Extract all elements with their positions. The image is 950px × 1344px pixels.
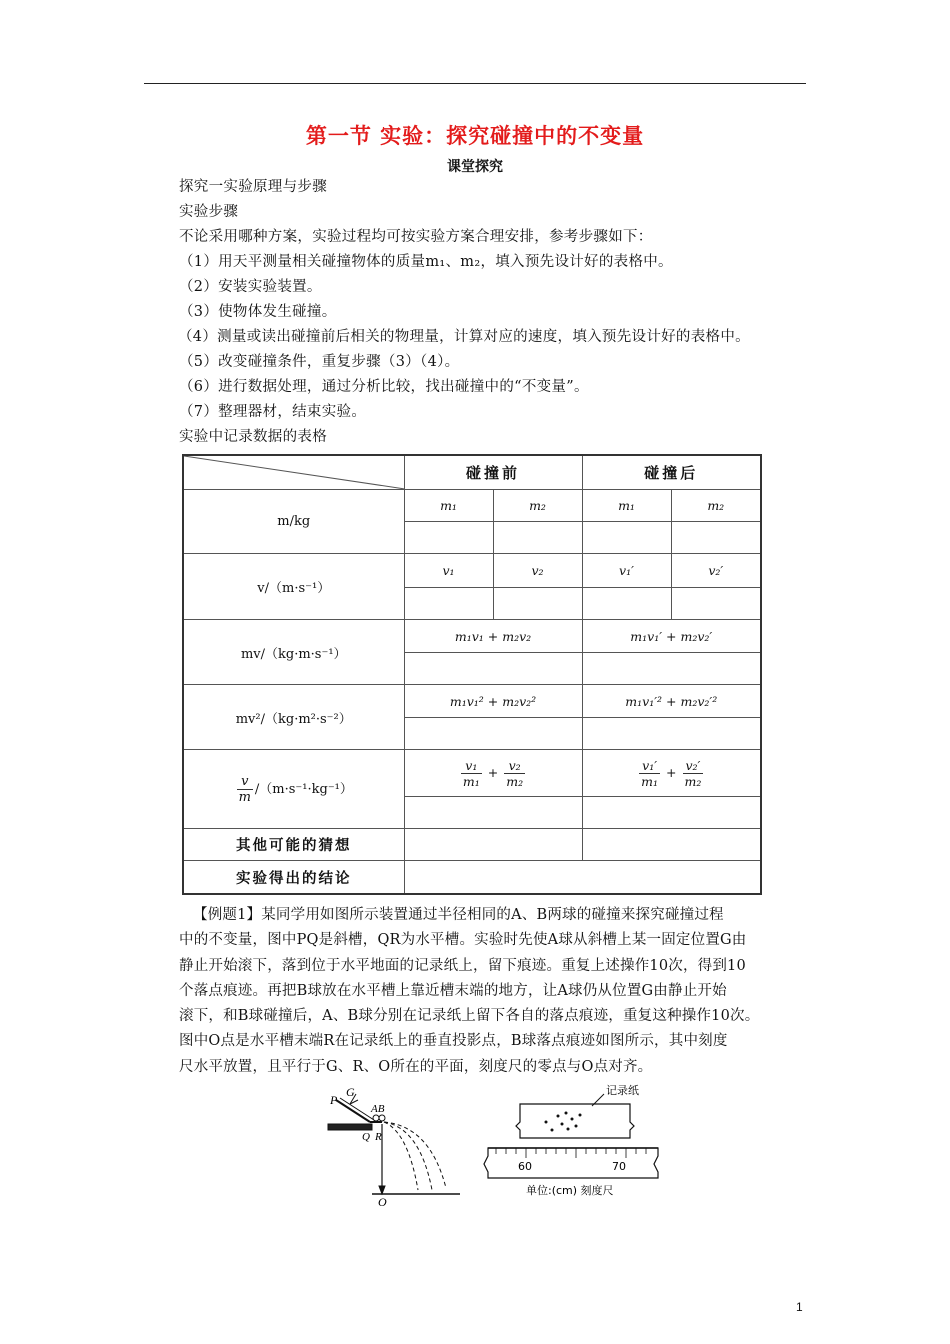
ruler-ticks bbox=[496, 1148, 646, 1158]
blank-cell bbox=[582, 718, 761, 750]
cell-v2-before: v₂ bbox=[493, 554, 582, 588]
cell-v2-after: v₂′ bbox=[671, 554, 761, 588]
blank-cell bbox=[404, 588, 493, 620]
ruler bbox=[484, 1148, 658, 1178]
row-label-v-over-m bbox=[183, 750, 404, 829]
blank-cell bbox=[404, 829, 582, 861]
step-2: （2）安装实验装置。 bbox=[179, 279, 322, 295]
blank-cell bbox=[582, 797, 761, 829]
cell-vm-after bbox=[582, 750, 761, 797]
frac-denominator: m₁ bbox=[641, 773, 659, 789]
blank-cell bbox=[671, 588, 761, 620]
landing-dots bbox=[545, 1112, 582, 1132]
example-line: 图中O点是水平槽末端R在记录纸上的垂直投影点，B球落点痕迹如图所示，其中刻度 bbox=[179, 1033, 728, 1050]
row-label-mv2: mv²/（kg·m²·s⁻²） bbox=[183, 685, 404, 750]
blank-cell bbox=[493, 588, 582, 620]
blank-cell bbox=[404, 861, 761, 894]
label-Q: Q bbox=[362, 1131, 370, 1143]
step-3: （3）使物体发生碰撞。 bbox=[179, 304, 337, 320]
label-G: G bbox=[346, 1085, 355, 1099]
example-line: 滚下，和B球碰撞后，A、B球分别在记录纸上留下各自的落点痕迹，重复这种操作10次。 bbox=[179, 1008, 760, 1025]
blank-cell bbox=[582, 829, 761, 861]
chute-apparatus bbox=[328, 1094, 460, 1194]
blank-cell bbox=[404, 522, 493, 554]
plus-sign: + bbox=[666, 764, 677, 780]
label-R: R bbox=[375, 1131, 382, 1143]
header-after: 碰撞后 bbox=[582, 455, 761, 490]
frac-denominator: m₁ bbox=[462, 773, 480, 789]
frac-denominator: m₂ bbox=[506, 773, 524, 789]
row-label-conclusion: 实验得出的结论 bbox=[183, 861, 404, 894]
step-7: （7）整理器材，结束实验。 bbox=[179, 404, 367, 420]
section-heading: 探究一实验原理与步骤 bbox=[179, 179, 327, 195]
step-4: （4）测量或读出碰撞前后相关的物理量，计算对应的速度，填入预先设计好的表格中。 bbox=[178, 329, 750, 345]
blank-cell bbox=[493, 522, 582, 554]
section-subtitle: 课堂探究 bbox=[447, 159, 503, 175]
frac-numerator: v₂ bbox=[504, 758, 525, 774]
blank-cell bbox=[404, 797, 582, 829]
example-line: 中的不变量，图中PQ是斜槽，QR为水平槽。实验时先使A球从斜槽上某一固定位置G由 bbox=[179, 932, 747, 949]
row-label-mass: m/kg bbox=[183, 490, 404, 554]
tick-label-70: 70 bbox=[612, 1160, 626, 1173]
apparatus-figure bbox=[320, 1082, 660, 1207]
cell-v1-before: v₁ bbox=[404, 554, 493, 588]
example-line: 静止开始滚下，落到位于水平地面的记录纸上，留下痕迹。重复上述操作10次，得到10 bbox=[179, 957, 746, 974]
cell-mv2-before: m₁v₁² + m₂v₂² bbox=[404, 685, 582, 718]
frac-numerator: v₂′ bbox=[683, 758, 704, 774]
cell-m2-before: m₂ bbox=[493, 490, 582, 522]
row-label-guess: 其他可能的猜想 bbox=[183, 829, 404, 861]
label-O: O bbox=[378, 1195, 387, 1207]
record-table bbox=[182, 454, 762, 895]
blank-cell bbox=[582, 522, 671, 554]
intro-text: 不论采用哪种方案，实验过程均可按实验方案合理安排，参考步骤如下： bbox=[179, 229, 653, 245]
record-paper bbox=[516, 1104, 634, 1138]
example-line: 尺水平放置，且平行于G、R、O所在的平面，刻度尺的零点与O点对齐。 bbox=[179, 1058, 653, 1075]
cell-mv-before: m₁v₁ + m₂v₂ bbox=[404, 620, 582, 653]
unit-label: 单位:(cm) 刻度尺 bbox=[526, 1184, 614, 1197]
plus-sign: + bbox=[487, 764, 499, 780]
frac-denominator: m₂ bbox=[684, 773, 702, 789]
paper-label: 记录纸 bbox=[606, 1084, 639, 1097]
row-label-momentum: mv/（kg·m·s⁻¹） bbox=[183, 620, 404, 685]
frac-numerator: v₁′ bbox=[639, 758, 660, 774]
v-over-m-fraction bbox=[237, 774, 253, 805]
example-line: 个落点痕迹。再把B球放在水平槽上靠近槽末端的地方，让A球仍从位置G由静止开始 bbox=[179, 982, 727, 999]
table-caption: 实验中记录数据的表格 bbox=[179, 429, 327, 445]
cell-mv-after: m₁v₁′ + m₂v₂′ bbox=[582, 620, 761, 653]
blank-cell bbox=[671, 522, 761, 554]
cell-m1-after: m₁ bbox=[582, 490, 671, 522]
diagonal-corner-cell bbox=[183, 455, 404, 490]
header-before: 碰撞前 bbox=[404, 455, 582, 490]
cell-m2-after: m₂ bbox=[671, 490, 761, 522]
steps-heading: 实验步骤 bbox=[179, 204, 239, 220]
step-1: （1）用天平测量相关碰撞物体的质量m₁、m₂，填入预先设计好的表格中。 bbox=[179, 254, 673, 270]
tick-label-60: 60 bbox=[518, 1160, 532, 1173]
blank-cell bbox=[582, 653, 761, 685]
frac-numerator: v₁ bbox=[461, 758, 482, 774]
cell-v1-after: v₁′ bbox=[582, 554, 671, 588]
label-P: P bbox=[330, 1093, 338, 1107]
blank-cell bbox=[404, 653, 582, 685]
unit-text: /（m·s⁻¹·kg⁻¹） bbox=[254, 781, 353, 797]
example-label: 【例题1】 bbox=[193, 907, 262, 923]
page-number: 1 bbox=[796, 1300, 803, 1314]
blank-cell bbox=[404, 718, 582, 750]
page-title: 第一节 实验：探究碰撞中的不变量 bbox=[305, 124, 645, 148]
header-rule bbox=[144, 83, 806, 84]
cell-mv2-after: m₁v₁′² + m₂v₂′² bbox=[582, 685, 761, 718]
blank-cell bbox=[582, 588, 671, 620]
example-paragraph bbox=[179, 903, 807, 1080]
example-line: 某同学用如图所示装置通过半径相同的A、B两球的碰撞来探究碰撞过程 bbox=[261, 907, 724, 923]
label-AB: AB bbox=[371, 1103, 385, 1115]
frac-denominator: m bbox=[238, 789, 251, 805]
row-label-velocity: v/（m·s⁻¹） bbox=[183, 554, 404, 620]
step-6: （6）进行数据处理，通过分析比较，找出碰撞中的“不变量”。 bbox=[179, 379, 589, 395]
frac-numerator: v bbox=[237, 774, 253, 790]
step-5: （5）改变碰撞条件，重复步骤（3）（4）。 bbox=[179, 354, 460, 370]
cell-m1-before: m₁ bbox=[404, 490, 493, 522]
cell-vm-before bbox=[404, 750, 582, 797]
